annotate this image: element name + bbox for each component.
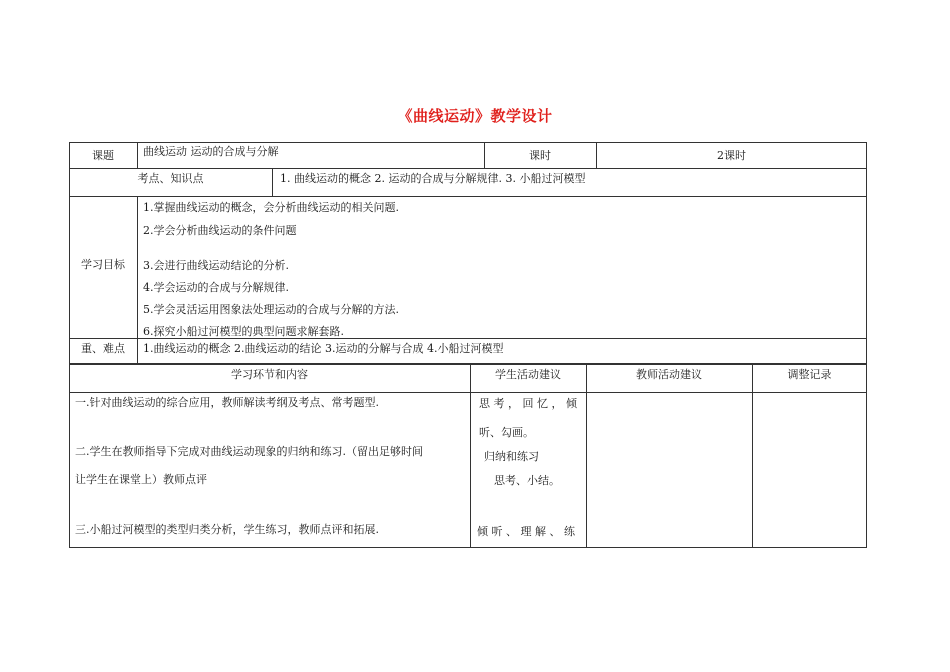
header-student: 学生活动建议	[495, 368, 561, 381]
key-value: 1.曲线运动的概念 2.曲线运动的结论 3.运动的分解与合成 4.小船过河模型	[143, 342, 504, 355]
student-line: 倾 听 、 理 解 、 练	[477, 525, 575, 538]
student-line: 思考、小结。	[494, 474, 560, 487]
header-teacher: 教师活动建议	[636, 368, 702, 381]
goal-item: 1.掌握曲线运动的概念，会分析曲线运动的相关问题.	[143, 201, 399, 214]
hours-value: 2课时	[717, 149, 746, 162]
document-title: 《曲线运动》教学设计	[397, 107, 553, 125]
goal-item: 4.学会运动的合成与分解规律.	[143, 281, 289, 294]
header-content: 学习环节和内容	[231, 368, 308, 381]
row-divider	[69, 168, 867, 169]
col-divider	[137, 142, 138, 168]
key-label: 重、难点	[81, 342, 125, 355]
points-label: 考点、知识点	[137, 172, 204, 185]
student-line: 听、勾画。	[479, 426, 534, 439]
goal-item: 5.学会灵活运用图象法处理运动的合成与分解的方法.	[143, 303, 399, 316]
student-line: 归纳和练习	[484, 450, 539, 463]
col-divider	[470, 364, 471, 548]
points-value: 1. 曲线运动的概念 2. 运动的合成与分解规律. 3. 小船过河模型	[280, 172, 586, 185]
col-divider	[586, 364, 587, 548]
topic-label: 课题	[92, 149, 114, 162]
row-divider	[69, 196, 867, 197]
goal-item: 6.探究小船过河模型的典型问题求解套路.	[143, 325, 344, 338]
goals-label: 学习目标	[81, 258, 125, 271]
goal-item: 2.学会分析曲线运动的条件问题	[143, 224, 297, 237]
topic-value: 曲线运动 运动的合成与分解	[143, 145, 279, 158]
row-divider	[69, 392, 867, 393]
hours-label: 课时	[529, 149, 551, 162]
col-divider	[272, 168, 273, 196]
goal-item: 3.会进行曲线运动结论的分析.	[143, 259, 289, 272]
col-divider	[137, 196, 138, 339]
col-divider	[137, 338, 138, 364]
col-divider	[752, 364, 753, 548]
content-line: 三.小船过河模型的类型归类分析，学生练习，教师点评和拓展.	[75, 523, 379, 536]
header-adjust: 调整记录	[787, 368, 832, 381]
student-line: 思 考 ， 回 忆 ， 倾	[479, 397, 577, 410]
content-line: 让学生在课堂上）教师点评	[75, 473, 207, 486]
content-line: 一.针对曲线运动的综合应用，教师解读考纲及考点、常考题型.	[75, 396, 379, 409]
content-line: 二.学生在教师指导下完成对曲线运动现象的归纳和练习.（留出足够时间	[75, 445, 423, 458]
